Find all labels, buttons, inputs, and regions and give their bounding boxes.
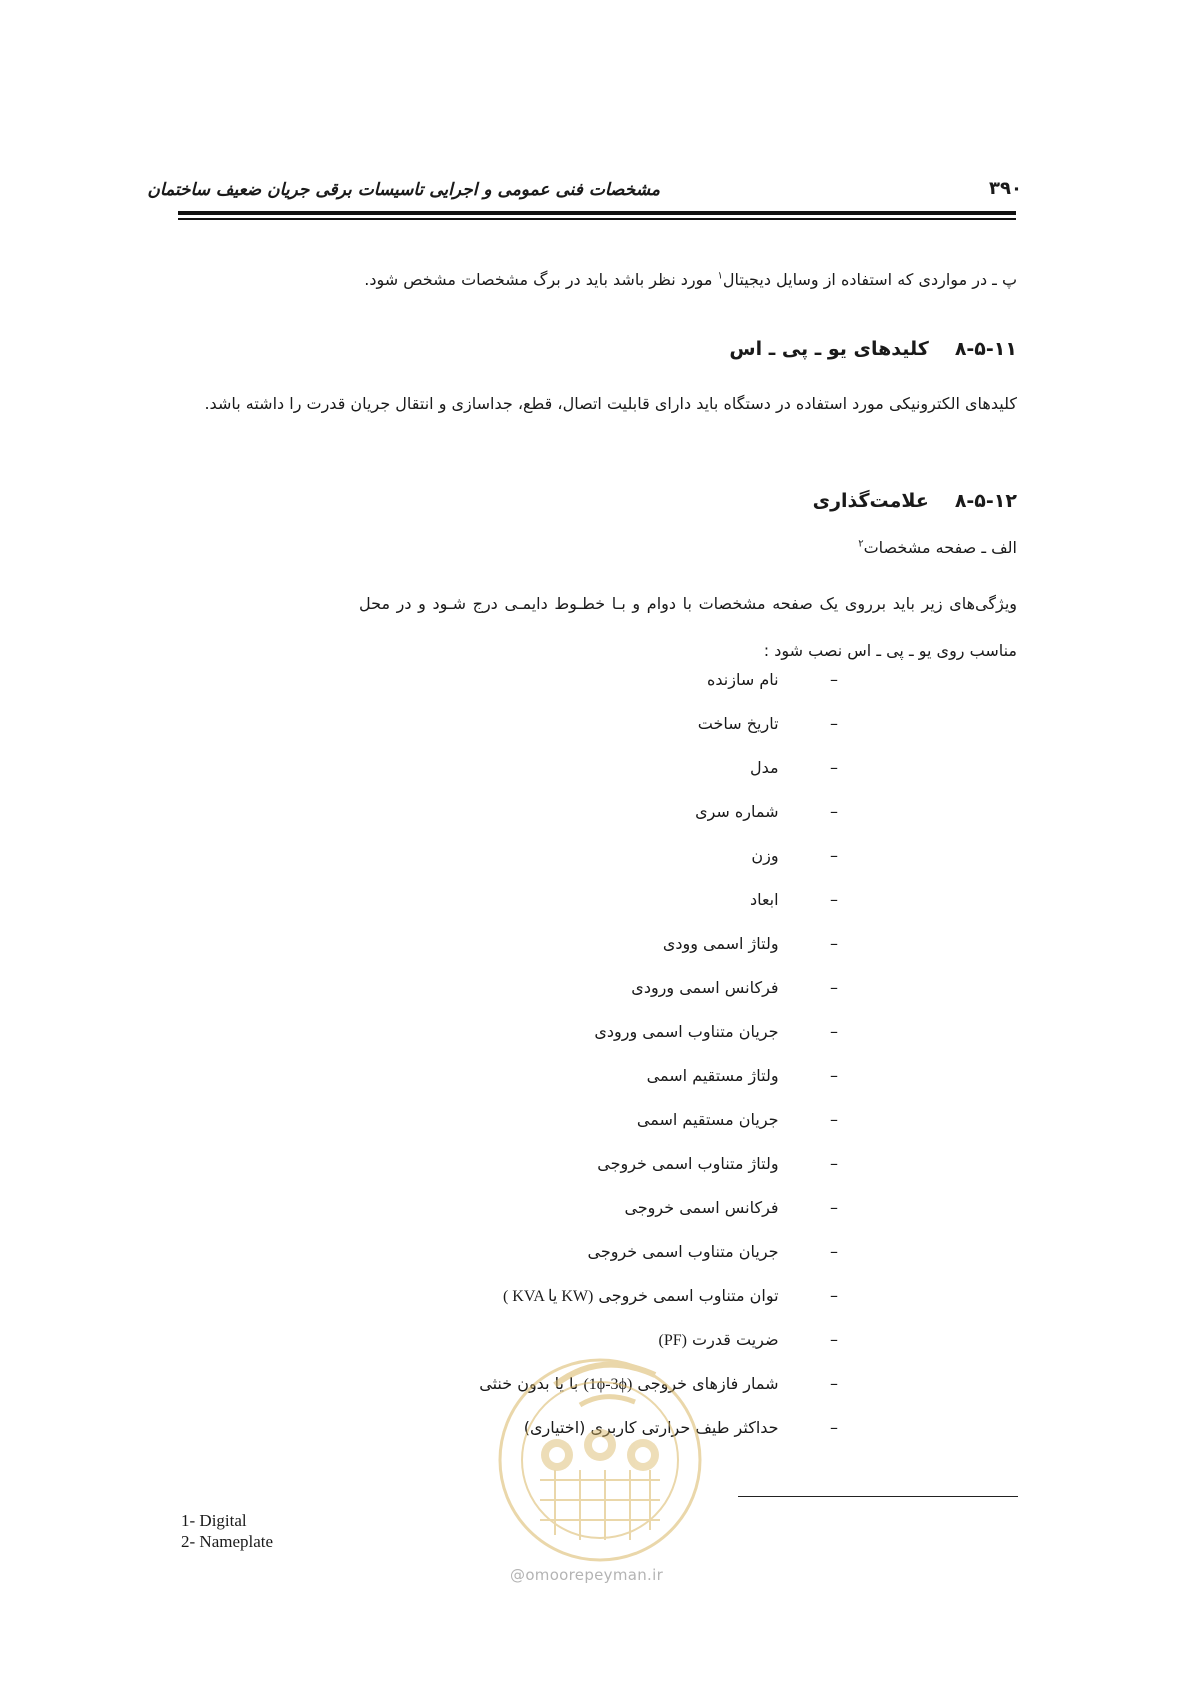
- section-number: ۸-۵-۱۲: [954, 490, 1017, 512]
- list-item: [218, 1238, 838, 1282]
- list-item: [218, 1150, 838, 1194]
- list-item: [218, 1106, 838, 1150]
- bullet-dash: –: [830, 1110, 838, 1129]
- bullet-dash: –: [830, 1242, 838, 1261]
- list-item-units: (PF): [658, 1332, 687, 1349]
- footnote-rule: [738, 1496, 1018, 1497]
- list-item-text: ولتاژ مستقیم اسمی: [646, 1066, 779, 1085]
- intro-paragraph: [364, 268, 1017, 292]
- list-item-text: وزن: [751, 846, 779, 865]
- footnotes: [181, 1510, 273, 1552]
- list-item-text: جریان مستقیم اسمی: [636, 1110, 779, 1129]
- list-item: [218, 1018, 838, 1062]
- list-item-units: (1ϕ-3ϕ): [583, 1376, 633, 1393]
- list-item: [218, 798, 838, 842]
- list-item-text: تاریخ ساخت: [697, 714, 779, 733]
- list-item-text: حداکثر طیف حرارتی کاربری (اختیاری): [523, 1418, 779, 1437]
- bullet-dash: –: [830, 1022, 838, 1041]
- list-item-text: ولتاژ اسمی وودی: [662, 934, 779, 953]
- bullet-dash: –: [830, 1154, 838, 1173]
- list-item-text: ولتاژ متناوب اسمی خروجی: [597, 1154, 779, 1173]
- list-item-text: شماره سری: [695, 802, 779, 821]
- list-item-text: فرکانس اسمی ورودی: [631, 978, 779, 997]
- header-rule-thick: [178, 211, 1016, 215]
- list-item-text: فرکانس اسمی خروجی: [624, 1198, 779, 1217]
- subheading-text: الف ـ صفحه مشخصات: [863, 538, 1017, 557]
- list-item-text: ابعاد: [749, 890, 779, 909]
- list-item-text: ضریت قدرت: [686, 1330, 779, 1349]
- bullet-dash: –: [830, 1198, 838, 1217]
- footnote-2: 2- Nameplate: [181, 1532, 274, 1551]
- section-title: علامت‌گذاری: [812, 490, 929, 512]
- bullet-dash: –: [830, 978, 838, 997]
- list-item: [218, 886, 838, 930]
- section-number: ۸-۵-۱۱: [954, 338, 1017, 360]
- list-item-text: مدل: [749, 758, 779, 777]
- bullet-dash: –: [830, 758, 838, 777]
- bullet-dash: –: [830, 1330, 838, 1349]
- bullet-dash: –: [830, 846, 838, 865]
- list-item-units: ( KVA یا KW): [502, 1288, 594, 1305]
- bullet-dash: –: [830, 714, 838, 733]
- bullet-dash: –: [830, 1066, 838, 1085]
- bullet-dash: –: [830, 934, 838, 953]
- section-12-body: ویژگی‌های زیر باید برروی یک صفحه مشخصات با دوام و بـا خطـوط دایمـی درج شـود و در محل مناسب روی یو ـ پی ـ اس نصب شود :: [359, 594, 1017, 660]
- section-11-body: کلیدهای الکترونیکی مورد استفاده در دستگاه باید دارای قابلیت اتصال، قطع، جداسازی و انتقال جریان قدرت را داشته باشد.: [204, 394, 1017, 413]
- section-heading-11: [729, 338, 1017, 360]
- footnote-ref-1: ۱: [717, 270, 723, 282]
- list-item-text: شمار فازهای خروجی: [632, 1374, 779, 1393]
- list-item: [218, 930, 838, 974]
- list-item-text-suffix: با یا بدون خنثی: [479, 1374, 584, 1393]
- list-item: [218, 754, 838, 798]
- list-item: [218, 666, 838, 710]
- bullet-dash: –: [830, 670, 838, 689]
- section-heading-12: [813, 490, 1017, 512]
- section-title: کلیدهای یو ـ پی ـ اس: [729, 338, 929, 360]
- at-icon: @: [510, 1566, 526, 1584]
- list-item-text: جریان متناوب اسمی خروجی: [587, 1242, 779, 1261]
- bullet-dash: –: [830, 1286, 838, 1305]
- watermark-url-text: omoorepeyman.ir: [525, 1566, 664, 1584]
- footnote-1: 1- Digital: [181, 1511, 247, 1530]
- running-header-title: مشخصات فنی عمومی و اجرایی تاسیسات برقی جریان ضعیف ساختمان: [147, 180, 660, 200]
- list-item: [218, 842, 838, 886]
- watermark-seal-icon: [485, 1330, 715, 1590]
- list-item: [218, 1282, 838, 1326]
- list-item: [218, 710, 838, 754]
- bullet-dash: –: [830, 890, 838, 909]
- intro-text: پ ـ در مواردی که استفاده از وسایل دیجیتال: [722, 270, 1017, 289]
- list-item: [218, 1194, 838, 1238]
- bullet-dash: –: [830, 1418, 838, 1437]
- bullet-dash: –: [830, 802, 838, 821]
- list-item: [218, 974, 838, 1018]
- list-item-text: نام سازنده: [707, 670, 779, 689]
- list-item-text: جریان متناوب اسمی ورودی: [594, 1022, 779, 1041]
- footnote-ref-2: ۲: [858, 538, 864, 550]
- page-number: ۳۹۰: [989, 178, 1022, 199]
- subheading-nameplate: [858, 536, 1017, 560]
- bullet-dash: –: [830, 1374, 838, 1393]
- header-rule-thin: [178, 218, 1016, 220]
- watermark-url: [510, 1566, 663, 1584]
- list-item: [218, 1062, 838, 1106]
- list-item-text: توان متناوب اسمی خروجی: [593, 1286, 779, 1305]
- intro-text-continued: مورد نظر باشد باید در برگ مشخصات مشخص شود.: [364, 270, 718, 289]
